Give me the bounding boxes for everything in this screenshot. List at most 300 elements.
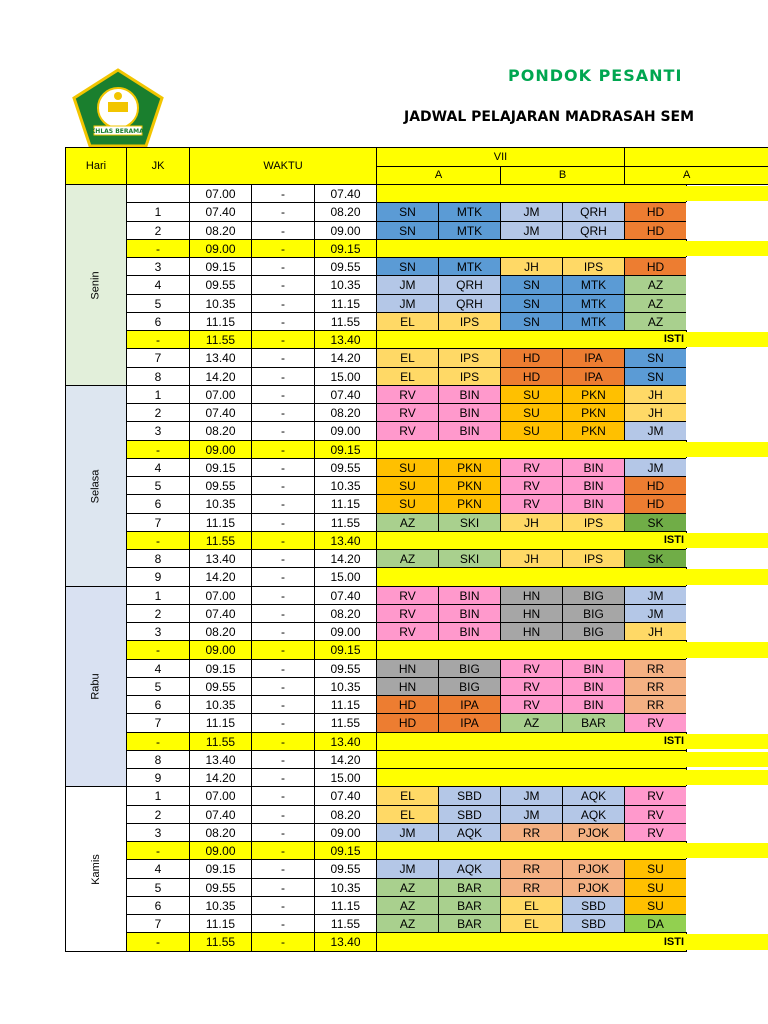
filler (686, 513, 768, 532)
time-end: 11.55 (314, 914, 377, 933)
schedule-subtitle: JADWAL PELAJARAN MADRASAH SEM (404, 109, 695, 125)
filler (686, 713, 768, 733)
time-end: 09.55 (314, 458, 377, 477)
jk-cell: 2 (126, 403, 190, 422)
subject-cell: BIN (562, 695, 625, 714)
subject-cell: RV (376, 586, 439, 605)
jk-cell: - (126, 640, 190, 660)
time-end: 08.20 (314, 202, 377, 222)
filler (686, 186, 768, 201)
subject-cell: BIN (438, 586, 501, 605)
subject-cell: JM (376, 294, 439, 313)
subject-cell: BAR (438, 896, 501, 915)
time-end: 10.35 (314, 878, 377, 897)
subject-cell: IPS (438, 312, 501, 331)
time-end: 09.00 (314, 221, 377, 240)
time-dash: - (251, 677, 315, 696)
yellow-band (376, 440, 687, 459)
yellow-band (376, 239, 687, 258)
subject-cell: PKN (438, 476, 501, 495)
subject-cell: BIG (438, 659, 501, 678)
subject-cell: RV (376, 604, 439, 623)
jk-cell: 4 (126, 659, 190, 678)
jk-cell: - (126, 531, 190, 550)
subject-cell: PKN (562, 421, 625, 441)
subject-cell: BIN (438, 421, 501, 441)
subject-cell: MTK (438, 257, 501, 276)
jk-cell: 1 (126, 385, 190, 404)
time-end: 09.00 (314, 421, 377, 441)
subject-cell: SN (500, 312, 563, 331)
subject-cell: BIN (438, 385, 501, 404)
time-start: 09.00 (189, 239, 252, 258)
yellow-band (376, 841, 687, 860)
yellow-band (376, 640, 687, 660)
subject-cell: BIN (562, 476, 625, 495)
filler (686, 604, 768, 623)
time-start: 09.15 (189, 659, 252, 678)
subject-cell: IPS (438, 367, 501, 386)
subject-cell: HD (624, 476, 687, 495)
subject-cell: AZ (376, 513, 439, 532)
subject-cell: PJOK (562, 859, 625, 879)
subject-cell: QRH (562, 221, 625, 240)
time-dash: - (251, 385, 315, 404)
filler (686, 770, 768, 785)
yellow-band (376, 750, 687, 769)
time-start: 11.15 (189, 513, 252, 532)
subject-cell: JH (500, 549, 563, 568)
subject-cell: AQK (438, 859, 501, 879)
jk-cell: 2 (126, 805, 190, 824)
time-start: 08.20 (189, 221, 252, 240)
subject-cell: EL (376, 348, 439, 368)
subject-cell: JM (624, 458, 687, 477)
subject-cell: MTK (562, 294, 625, 313)
time-start: 13.40 (189, 348, 252, 368)
time-start: 08.20 (189, 622, 252, 641)
jk-cell: 9 (126, 768, 190, 787)
time-end: 07.40 (314, 786, 377, 806)
time-dash: - (251, 695, 315, 714)
subject-cell: EL (376, 786, 439, 806)
subject-cell: RV (376, 385, 439, 404)
time-start: 09.00 (189, 841, 252, 860)
subject-cell: SU (500, 403, 563, 422)
subject-cell: SBD (438, 786, 501, 806)
jk-cell (126, 184, 190, 203)
filler (686, 734, 768, 749)
time-dash: - (251, 859, 315, 879)
day-label: Selasa (89, 469, 102, 503)
time-start: 11.55 (189, 732, 252, 751)
time-end: 09.00 (314, 622, 377, 641)
subject-cell: EL (500, 896, 563, 915)
jk-cell: 3 (126, 823, 190, 842)
subject-cell: BIN (562, 494, 625, 514)
subject-cell: RR (500, 859, 563, 879)
subject-cell: SN (624, 348, 687, 368)
subject-cell: SN (500, 275, 563, 295)
filler (686, 275, 768, 295)
subject-cell: JH (500, 513, 563, 532)
subject-cell: IPS (562, 549, 625, 568)
subject-cell: RV (624, 786, 687, 806)
day-selasa (65, 385, 127, 587)
time-dash: - (251, 768, 315, 787)
time-start: 11.15 (189, 914, 252, 933)
subject-cell: HD (624, 494, 687, 514)
jk-cell: - (126, 932, 190, 952)
subject-cell: IPA (438, 713, 501, 733)
subject-cell: IPS (562, 257, 625, 276)
subject-cell: BIN (562, 677, 625, 696)
subject-cell: HD (624, 257, 687, 276)
subject-cell: MTK (438, 221, 501, 240)
jk-cell: 3 (126, 421, 190, 441)
filler (686, 348, 768, 368)
time-dash: - (251, 786, 315, 806)
header-class-next: A (624, 166, 768, 185)
filler (686, 569, 768, 585)
jk-cell: 3 (126, 622, 190, 641)
filler (686, 221, 768, 240)
subject-cell: EL (376, 367, 439, 386)
subject-cell: AZ (376, 914, 439, 933)
day-senin (65, 184, 127, 386)
day-label: Kamis (89, 853, 102, 885)
subject-cell: BIN (438, 604, 501, 623)
subject-cell: RV (376, 421, 439, 441)
subject-cell: IPA (562, 348, 625, 368)
time-dash: - (251, 659, 315, 678)
time-start: 11.15 (189, 713, 252, 733)
subject-cell: BIG (562, 586, 625, 605)
time-start: 11.15 (189, 312, 252, 331)
subject-cell: RV (376, 403, 439, 422)
filler (686, 859, 768, 879)
jk-cell: 2 (126, 221, 190, 240)
subject-cell: AZ (376, 896, 439, 915)
time-start: 13.40 (189, 549, 252, 568)
subject-cell: HN (500, 586, 563, 605)
filler (686, 312, 768, 331)
jk-cell: 5 (126, 677, 190, 696)
subject-cell: RR (624, 659, 687, 678)
time-dash: - (251, 531, 315, 550)
filler (686, 476, 768, 495)
subject-cell: SBD (562, 896, 625, 915)
header-jk: JK (126, 147, 190, 185)
time-dash: - (251, 932, 315, 952)
filler (686, 421, 768, 441)
jk-cell: 4 (126, 859, 190, 879)
time-end: 09.55 (314, 859, 377, 879)
jk-cell: 6 (126, 695, 190, 714)
header-grade-vii: VII (376, 147, 625, 167)
subject-cell: BAR (438, 914, 501, 933)
filler (686, 677, 768, 696)
day-label: Senin (89, 270, 102, 300)
header-class-a: A (376, 166, 501, 185)
subject-cell: MTK (438, 202, 501, 222)
subject-cell: BIG (438, 677, 501, 696)
subject-cell: HD (376, 695, 439, 714)
filler (686, 878, 768, 897)
subject-cell: BAR (562, 713, 625, 733)
subject-cell: SBD (438, 805, 501, 824)
subject-cell: SU (376, 458, 439, 477)
subject-cell: BIN (562, 659, 625, 678)
time-end: 09.15 (314, 640, 377, 660)
filler (686, 622, 768, 641)
subject-cell: BIN (562, 458, 625, 477)
subject-cell: SU (624, 878, 687, 897)
subject-cell: RV (500, 677, 563, 696)
jk-cell: - (126, 841, 190, 860)
time-end: 08.20 (314, 403, 377, 422)
subject-cell: AQK (562, 786, 625, 806)
jk-cell: 4 (126, 275, 190, 295)
time-end: 09.00 (314, 823, 377, 842)
filler (686, 659, 768, 678)
time-end: 09.55 (314, 659, 377, 678)
subject-cell: AQK (438, 823, 501, 842)
subject-cell: AZ (624, 275, 687, 295)
time-dash: - (251, 823, 315, 842)
filler (686, 752, 768, 767)
time-dash: - (251, 348, 315, 368)
time-dash: - (251, 604, 315, 623)
time-start: 09.00 (189, 640, 252, 660)
time-end: 11.55 (314, 312, 377, 331)
subject-cell: PJOK (562, 823, 625, 842)
header-hari: Hari (65, 147, 127, 185)
subject-cell: PKN (438, 494, 501, 514)
subject-cell: BAR (438, 878, 501, 897)
subject-cell: JM (500, 221, 563, 240)
time-end: 09.15 (314, 440, 377, 459)
time-end: 08.20 (314, 805, 377, 824)
subject-cell: SKI (438, 549, 501, 568)
time-dash: - (251, 567, 315, 587)
time-end: 13.40 (314, 732, 377, 751)
time-start: 11.55 (189, 330, 252, 349)
time-end: 11.15 (314, 494, 377, 514)
subject-cell: RR (500, 878, 563, 897)
time-end: 11.55 (314, 513, 377, 532)
subject-cell: RV (500, 659, 563, 678)
jk-cell: 9 (126, 567, 190, 587)
subject-cell: RV (500, 695, 563, 714)
jk-cell: 1 (126, 786, 190, 806)
filler (686, 332, 768, 347)
day-kamis (65, 786, 127, 952)
time-start: 09.55 (189, 878, 252, 897)
subject-cell: RV (624, 823, 687, 842)
time-end: 14.20 (314, 750, 377, 769)
filler (686, 786, 768, 806)
time-end: 10.35 (314, 275, 377, 295)
time-dash: - (251, 878, 315, 897)
subject-cell: SN (376, 221, 439, 240)
time-dash: - (251, 732, 315, 751)
time-end: 15.00 (314, 367, 377, 386)
jk-cell: 7 (126, 713, 190, 733)
subject-cell: JH (500, 257, 563, 276)
subject-cell: JM (624, 586, 687, 605)
time-dash: - (251, 458, 315, 477)
subject-cell: SK (624, 513, 687, 532)
break-label: ISTI (376, 531, 687, 550)
time-dash: - (251, 275, 315, 295)
subject-cell: AZ (624, 294, 687, 313)
subject-cell: HD (500, 367, 563, 386)
time-dash: - (251, 440, 315, 459)
time-dash: - (251, 622, 315, 641)
time-start: 09.15 (189, 458, 252, 477)
filler (686, 805, 768, 824)
header-grade-next (624, 147, 768, 167)
time-start: 14.20 (189, 367, 252, 386)
time-end: 15.00 (314, 768, 377, 787)
svg-text:IKHLAS BERAMAL: IKHLAS BERAMAL (88, 128, 148, 135)
filler (686, 533, 768, 548)
subject-cell: BIN (438, 403, 501, 422)
time-dash: - (251, 896, 315, 915)
day-label: Rabu (89, 673, 102, 700)
jk-cell: 4 (126, 458, 190, 477)
time-dash: - (251, 312, 315, 331)
subject-cell: RV (624, 713, 687, 733)
subject-cell: PJOK (562, 878, 625, 897)
subject-cell: JH (624, 622, 687, 641)
filler (686, 257, 768, 276)
time-start: 09.55 (189, 275, 252, 295)
time-dash: - (251, 513, 315, 532)
time-start: 10.35 (189, 294, 252, 313)
filler (686, 843, 768, 858)
filler (686, 695, 768, 714)
jk-cell: 2 (126, 604, 190, 623)
subject-cell: EL (500, 914, 563, 933)
subject-cell: IPS (562, 513, 625, 532)
time-end: 13.40 (314, 330, 377, 349)
break-label: ISTI (376, 732, 687, 751)
jk-cell: 7 (126, 513, 190, 532)
filler (686, 642, 768, 658)
subject-cell: RR (500, 823, 563, 842)
time-dash: - (251, 640, 315, 660)
subject-cell: JH (624, 385, 687, 404)
filler (686, 294, 768, 313)
subject-cell: SU (500, 385, 563, 404)
subject-cell: SN (624, 367, 687, 386)
subject-cell: MTK (562, 312, 625, 331)
time-dash: - (251, 805, 315, 824)
filler (686, 241, 768, 256)
time-end: 13.40 (314, 531, 377, 550)
filler (686, 494, 768, 514)
filler (686, 385, 768, 404)
subject-cell: PKN (438, 458, 501, 477)
filler (686, 586, 768, 605)
subject-cell: SN (376, 257, 439, 276)
jk-cell: 6 (126, 896, 190, 915)
time-start: 07.40 (189, 202, 252, 222)
jk-cell: 6 (126, 312, 190, 331)
time-dash: - (251, 841, 315, 860)
subject-cell: BIG (562, 604, 625, 623)
time-start: 09.15 (189, 257, 252, 276)
time-end: 11.15 (314, 695, 377, 714)
time-start: 07.40 (189, 403, 252, 422)
time-start: 10.35 (189, 896, 252, 915)
subject-cell: JM (500, 805, 563, 824)
filler (686, 549, 768, 568)
jk-cell: 5 (126, 878, 190, 897)
time-dash: - (251, 221, 315, 240)
day-rabu (65, 586, 127, 787)
subject-cell: BIG (562, 622, 625, 641)
time-dash: - (251, 202, 315, 222)
jk-cell: 6 (126, 494, 190, 514)
subject-cell: AQK (562, 805, 625, 824)
time-start: 07.00 (189, 586, 252, 605)
yellow-band (376, 567, 687, 587)
time-dash: - (251, 914, 315, 933)
time-end: 11.15 (314, 294, 377, 313)
subject-cell: IPS (438, 348, 501, 368)
time-dash: - (251, 586, 315, 605)
time-end: 13.40 (314, 932, 377, 952)
subject-cell: PKN (562, 403, 625, 422)
subject-cell: AZ (500, 713, 563, 733)
subject-cell: AZ (376, 878, 439, 897)
time-end: 15.00 (314, 567, 377, 587)
time-end: 07.40 (314, 586, 377, 605)
filler (686, 403, 768, 422)
subject-cell: PKN (562, 385, 625, 404)
subject-cell: EL (376, 312, 439, 331)
time-start: 09.15 (189, 859, 252, 879)
time-end: 08.20 (314, 604, 377, 623)
subject-cell: HD (500, 348, 563, 368)
subject-cell: RR (624, 695, 687, 714)
subject-cell: RV (624, 805, 687, 824)
subject-cell: HN (500, 604, 563, 623)
time-dash: - (251, 549, 315, 568)
subject-cell: SKI (438, 513, 501, 532)
subject-cell: SU (624, 896, 687, 915)
time-start: 07.00 (189, 786, 252, 806)
subject-cell: JM (624, 604, 687, 623)
jk-cell: - (126, 440, 190, 459)
filler (686, 367, 768, 386)
jk-cell: - (126, 732, 190, 751)
time-start: 10.35 (189, 695, 252, 714)
subject-cell: HD (376, 713, 439, 733)
subject-cell: MTK (562, 275, 625, 295)
jk-cell: 8 (126, 549, 190, 568)
time-end: 10.35 (314, 677, 377, 696)
time-start: 09.00 (189, 440, 252, 459)
subject-cell: RV (376, 622, 439, 641)
school-title: PONDOK PESANTI (508, 66, 683, 85)
filler (686, 914, 768, 933)
jk-cell: 7 (126, 348, 190, 368)
time-start: 07.00 (189, 385, 252, 404)
